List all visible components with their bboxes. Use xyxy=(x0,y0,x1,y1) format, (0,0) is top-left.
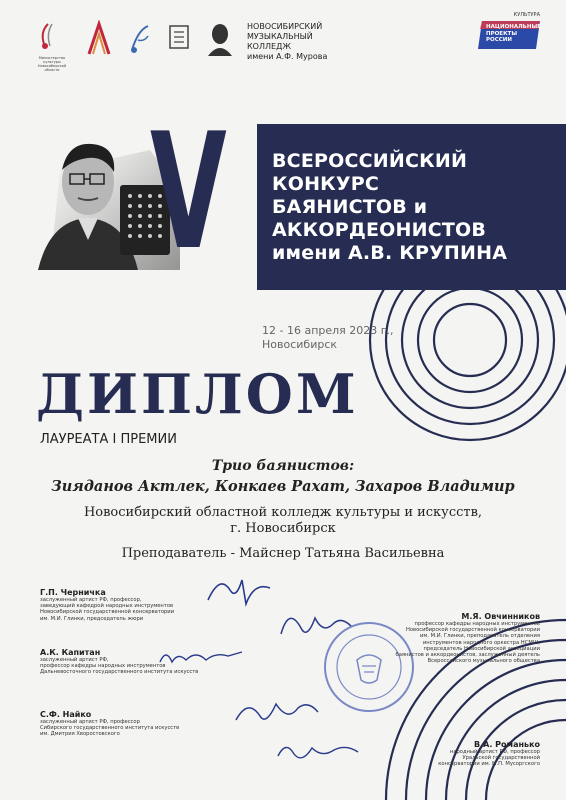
college-line-1: НОВОСИБИРСКИЙ xyxy=(247,22,323,31)
signature-kapitan xyxy=(156,642,246,670)
national-projects-logo xyxy=(476,12,544,52)
title-line-4: АККОРДЕОНИСТОВ xyxy=(272,219,487,241)
jury-desc-line: заведующий кафедрой народных инструментов xyxy=(40,603,174,610)
jury-name: А.К. Капитан xyxy=(40,648,101,657)
jury-name: М.Я. Овчинников xyxy=(461,612,540,621)
jury-member-5 xyxy=(360,740,540,768)
title-line-3: БАЯНИСТОВ и xyxy=(272,196,428,218)
jury-desc-line: профессор кафедры народных инструментов xyxy=(40,663,166,670)
ministry-caption: Министерство культуры Новосибирской области xyxy=(37,56,67,72)
event-dates xyxy=(262,324,394,352)
roman-numeral: V xyxy=(150,98,227,285)
signature-ovchinnikov xyxy=(275,604,355,644)
title-line-1: ВСЕРОССИЙСКИЙ xyxy=(272,150,468,172)
jury-desc-line: народный артист РФ, профессор xyxy=(449,749,540,755)
jury-desc-line: председатель Новосибирской ассоциации xyxy=(423,645,540,652)
signature-chernichka xyxy=(200,570,280,610)
jury-desc-line: Дальневосточного государственного института искусств xyxy=(40,669,199,676)
signature-romanko xyxy=(272,736,362,766)
jury-name: С.Ф. Найко xyxy=(40,710,92,719)
kultura-label: КУЛЬТУРА xyxy=(513,12,540,18)
competition-title xyxy=(272,150,507,265)
diploma-title: ДИПЛОМ xyxy=(36,362,359,426)
jury-desc-line: баянистов и аккордеонистов, заслуженный деятель xyxy=(395,652,540,659)
jury-desc-line: заслуженный артист РФ, профессор xyxy=(40,719,140,725)
jury-desc-line: консерватории им. М.П. Мусоргского xyxy=(438,761,540,768)
music-figure-logo-icon xyxy=(124,20,154,58)
partner-logos xyxy=(30,20,234,72)
event-city: Новосибирск xyxy=(262,338,338,351)
college-line-3: КОЛЛЕДЖ xyxy=(247,42,291,51)
diploma-subtitle: ЛАУРЕАТА I ПРЕМИИ xyxy=(40,432,177,447)
jury-desc-line: профессор кафедры народных инструментов xyxy=(414,621,540,627)
ministry-emblem-icon xyxy=(30,20,74,50)
jury-desc-line: Сибирского государственного института искусств xyxy=(40,725,180,732)
jury-name: В.А. Романько xyxy=(474,740,540,749)
jury-desc-line: им. М.И. Глинки, преподаватель отделения xyxy=(420,633,540,640)
kultura-line-1: НАЦИОНАЛЬНЫЕ xyxy=(486,24,541,30)
jury-desc-line: Новосибирской государственной консерватории xyxy=(405,627,540,634)
college-line-4: имени А.Ф. Мурова xyxy=(247,52,328,61)
jury-desc-line: заслуженный артист РФ, xyxy=(40,657,109,663)
teacher-name: Преподаватель - Майснер Татьяна Васильевна xyxy=(121,546,445,561)
award-category: Трио баянистов: xyxy=(211,458,355,474)
jury-desc-line: им. М.И. Глинки, председатель жюри xyxy=(40,615,144,622)
jury-desc-line: инструментов народного оркестра НСМШ, xyxy=(422,639,540,646)
kultura-line-3: РОССИИ xyxy=(486,37,512,43)
association-logo-icon xyxy=(164,20,194,58)
composer-portrait-icon xyxy=(204,20,234,58)
institution-line-2: г. Новосибирск xyxy=(230,521,336,536)
title-line-2: КОНКУРС xyxy=(272,173,380,195)
college-name xyxy=(247,22,327,62)
jury-desc-line: Всероссийского музыкального общества xyxy=(427,658,540,665)
laureate-names: Зияданов Актлек, Конкаев Рахат, Захаров Владимир xyxy=(51,478,515,495)
conservatory-logo-icon xyxy=(84,20,114,58)
jury-member-4 xyxy=(340,612,540,664)
jury-desc-line: им. Дмитрия Хворостовского xyxy=(40,731,120,738)
jury-name: Г.П. Черничка xyxy=(40,588,106,597)
college-line-2: МУЗЫКАЛЬНЫЙ xyxy=(247,32,313,41)
jury-desc-line: Новосибирской государственной консерватории xyxy=(40,609,175,616)
event-date-range: 12 - 16 апреля 2023 г., xyxy=(262,324,394,337)
ministry-logo xyxy=(30,20,74,72)
kultura-line-2: ПРОЕКТЫ xyxy=(486,30,518,37)
jury-desc-line: Уральской государственной xyxy=(462,755,540,762)
jury-desc-line: заслуженный артист РФ, профессор, xyxy=(40,597,142,603)
title-line-5: имени А.В. КРУПИНА xyxy=(272,242,508,264)
signature-naiko xyxy=(232,692,322,728)
institution-line-1: Новосибирский областной колледж культуры и искусств, xyxy=(83,505,483,520)
